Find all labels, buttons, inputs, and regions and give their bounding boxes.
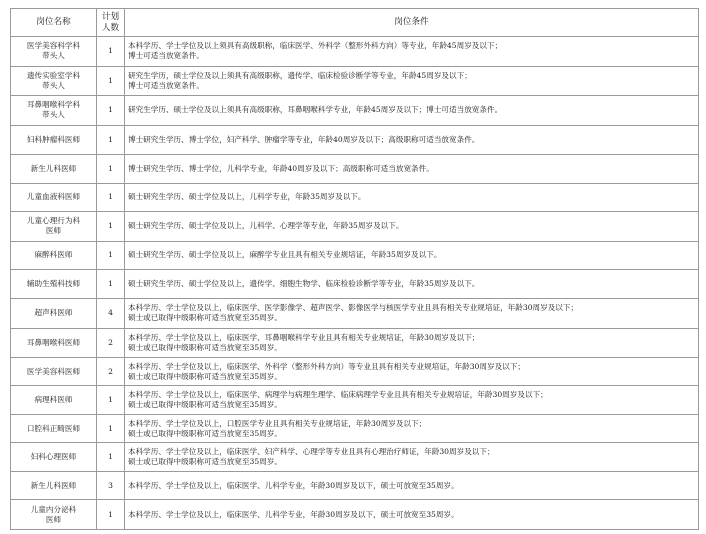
header-position-name: 岗位名称 [11,9,97,37]
requirements-cell: 研究生学历、硕士学位及以上须具有高级职称，耳鼻咽喉科学专业，年龄45周岁及以下；博士可适当放宽条件。 [125,96,699,126]
position-name-cell: 妇科肿瘤科医师 [11,125,97,155]
planned-count-cell: 1 [97,66,125,96]
header-requirements: 岗位条件 [125,9,699,37]
table-row [11,125,699,155]
planned-count-cell: 1 [97,96,125,126]
position-name-cell: 口腔科正畸医师 [11,414,97,443]
planned-count-cell: 3 [97,471,125,500]
requirements-cell: 本科学历、学士学位及以上，临床医学、儿科学专业，年龄30周岁及以下，硕士可放宽至35周岁。 [125,471,699,500]
position-name-cell: 病理科医师 [11,386,97,415]
position-name-cell: 麻醉科医师 [11,241,97,270]
position-name-cell: 儿童内分泌科 医师 [11,500,97,530]
position-name-cell: 妇科心理医师 [11,443,97,472]
position-name-cell: 儿童血液科医师 [11,183,97,212]
table-row [11,241,699,270]
table-row [11,155,699,184]
planned-count-cell: 1 [97,212,125,242]
table-row [11,37,699,67]
requirements-cell: 博士研究生学历、博士学位，儿科学专业，年龄40周岁及以下；高级职称可适当放宽条件。 [125,155,699,184]
table-row [11,386,699,415]
requirements-cell: 本科学历、学士学位及以上，临床医学、耳鼻咽喉科学专业且具有相关专业规培证，年龄30周岁及以下； 硕士或已取得中级职称可适当放宽至35周岁。 [125,329,699,358]
table-row [11,212,699,242]
table-row [11,183,699,212]
requirements-cell: 硕士研究生学历、硕士学位及以上，遗传学、细胞生物学、临床检验诊断学等专业，年龄35周岁及以下。 [125,270,699,299]
position-name-cell: 超声科医师 [11,298,97,329]
planned-count-cell: 1 [97,386,125,415]
requirements-cell: 本科学历、学士学位及以上，临床医学、儿科学专业，年龄30周岁及以下，硕士可放宽至35周岁。 [125,500,699,530]
planned-count-cell: 1 [97,241,125,270]
table-row [11,500,699,530]
table-row [11,471,699,500]
requirements-cell: 硕士研究生学历、硕士学位及以上，儿科学专业，年龄35周岁及以下。 [125,183,699,212]
table-row [11,270,699,299]
requirements-cell: 博士研究生学历、博士学位，妇产科学、肿瘤学等专业，年龄40周岁及以下；高级职称可适当放宽条件。 [125,125,699,155]
requirements-cell: 本科学历、学士学位及以上，临床医学、医学影像学、超声医学、影像医学与核医学专业且具有相关专业规培证，年龄30周岁及以下； 硕士或已取得中级职称可适当放宽至35周岁。 [125,298,699,329]
table-header-row [11,9,699,37]
planned-count-cell: 1 [97,37,125,67]
table-row [11,96,699,126]
table-row [11,66,699,96]
position-name-cell: 医学美容科学科 带头人 [11,37,97,67]
position-name-cell: 耳鼻咽喉科医师 [11,329,97,358]
position-name-cell: 新生儿科医师 [11,155,97,184]
planned-count-cell: 2 [97,357,125,386]
planned-count-cell: 2 [97,329,125,358]
requirements-cell: 本科学历、学士学位及以上，临床医学、妇产科学、心理学等专业且具有心理治疗师证，年龄30周岁及以下； 硕士或已取得中级职称可适当放宽至35周岁。 [125,443,699,472]
position-name-cell: 儿童心理行为科 医师 [11,212,97,242]
planned-count-cell: 1 [97,125,125,155]
planned-count-cell: 1 [97,414,125,443]
requirements-cell: 本科学历、学士学位及以上，临床医学、外科学（整形外科方向）等专业且具有相关专业规培证，年龄30周岁及以下； 硕士或已取得中级职称可适当放宽至35周岁。 [125,357,699,386]
planned-count-cell: 1 [97,155,125,184]
table-row [11,329,699,358]
table-row [11,443,699,472]
planned-count-cell: 1 [97,270,125,299]
position-name-cell: 医学美容科医师 [11,357,97,386]
position-name-cell: 耳鼻咽喉科学科 带头人 [11,96,97,126]
requirements-cell: 本科学历、学士学位及以上，临床医学、病理学与病理生理学、临床病理学专业且具有相关专业规培证，年龄30周岁及以下； 硕士或已取得中级职称可适当放宽至35周岁。 [125,386,699,415]
table-row [11,298,699,329]
table-row [11,414,699,443]
planned-count-cell: 1 [97,443,125,472]
table-row [11,357,699,386]
position-name-cell: 辅助生殖科技师 [11,270,97,299]
requirements-cell: 本科学历、学士学位及以上，口腔医学专业且具有相关专业规培证，年龄30周岁及以下； 硕士或已取得中级职称可适当放宽至35周岁。 [125,414,699,443]
requirements-cell: 本科学历、学士学位及以上须具有高级职称，临床医学、外科学（整形外科方向）等专业，年龄45周岁及以下； 博士可适当放宽条件。 [125,37,699,67]
planned-count-cell: 1 [97,500,125,530]
planned-count-cell: 4 [97,298,125,329]
requirements-cell: 硕士研究生学历、硕士学位及以上，麻醉学专业且具有相关专业规培证，年龄35周岁及以下。 [125,241,699,270]
header-planned-count: 计划 人数 [97,9,125,37]
job-requirements-table [10,8,699,530]
position-name-cell: 新生儿科医师 [11,471,97,500]
requirements-cell: 研究生学历，硕士学位及以上须具有高级职称，遗传学、临床检验诊断学等专业，年龄45周岁及以下； 博士可适当放宽条件。 [125,66,699,96]
position-name-cell: 遗传实验室学科 带头人 [11,66,97,96]
planned-count-cell: 1 [97,183,125,212]
requirements-cell: 硕士研究生学历、硕士学位及以上，儿科学、心理学等专业，年龄35周岁及以下。 [125,212,699,242]
